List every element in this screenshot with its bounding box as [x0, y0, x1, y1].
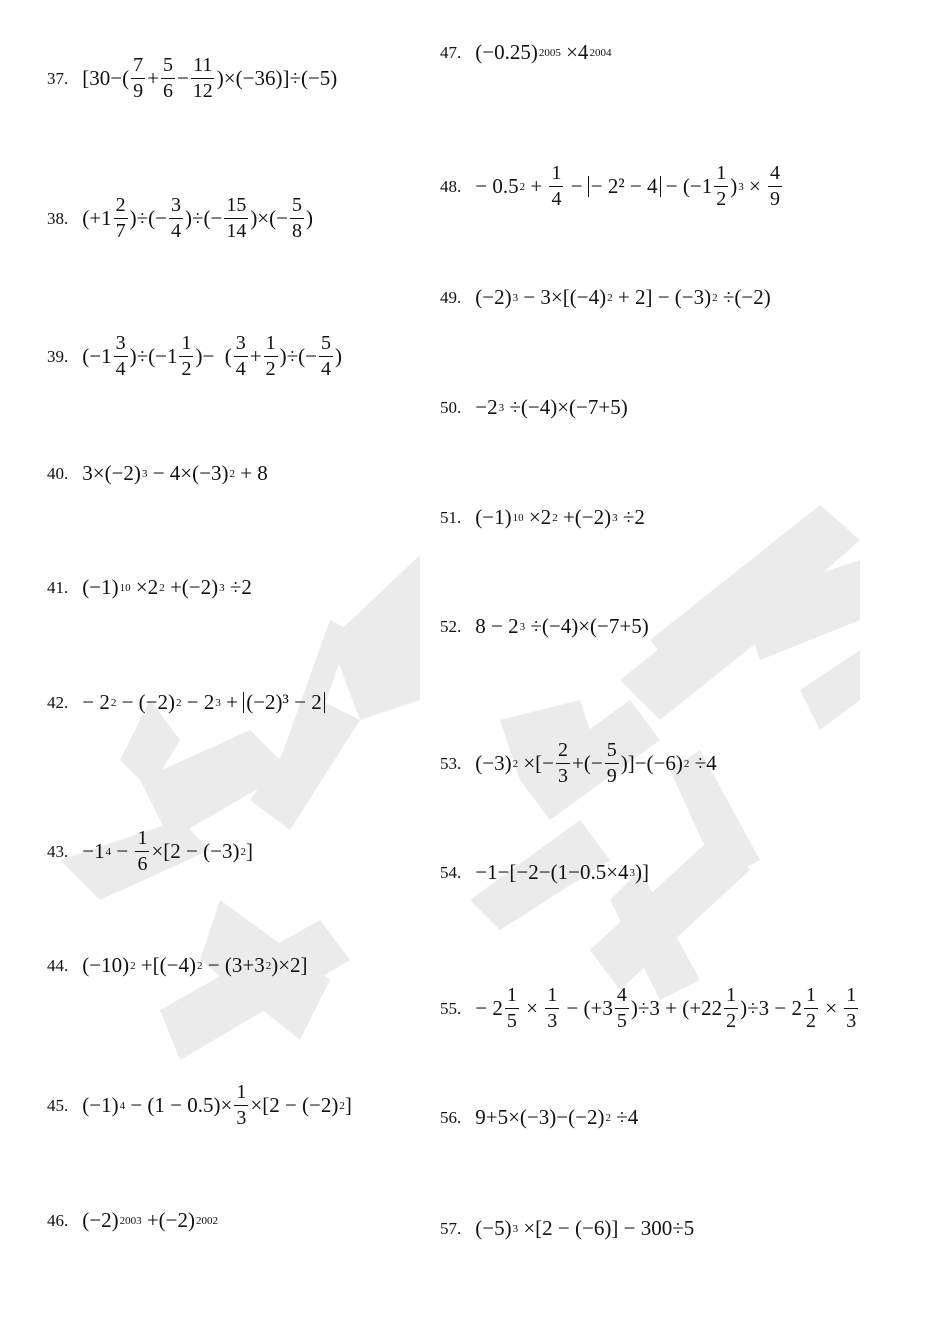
fraction-whole: 3	[602, 996, 613, 1020]
fraction-denominator: 9	[770, 188, 781, 210]
expression-text: )÷(−	[184, 206, 223, 230]
problem-expression: (−1) 10 ×2 2 +(−2) 3 ÷2	[475, 505, 645, 529]
fraction-numerator: 1	[234, 1082, 248, 1106]
fraction-numerator: 5	[605, 740, 619, 764]
expression-text: )×(−	[250, 206, 288, 230]
problem-expression: − 2 2 − (−2) 2 − 2 3 + (−2)³ − 2	[82, 692, 324, 713]
problem-item	[47, 577, 252, 598]
expression-text: +	[147, 66, 159, 90]
expression-text: ]	[245, 839, 253, 863]
expression-text: +(−	[572, 751, 603, 775]
fraction-numerator: 1	[804, 985, 818, 1009]
expression-text: − (1 − 0.5)×	[125, 1093, 233, 1117]
problem-number: 44.	[47, 956, 69, 975]
fraction-denominator: 9	[133, 80, 144, 102]
fraction-numerator: 1	[724, 985, 738, 1009]
problem-item	[440, 42, 611, 63]
fraction-denominator: 2	[726, 1010, 737, 1032]
fraction-numerator: 3	[169, 195, 183, 219]
fraction-numerator: 3	[234, 333, 248, 357]
expression-text: −1	[82, 839, 105, 863]
problem-number: 53.	[440, 754, 462, 773]
expression-text: (−0.25)	[475, 40, 538, 64]
expression-text: ÷(−2)	[717, 285, 771, 309]
problem-expression: − 0.5 2 + $\frac{1}{4}$ − − 2² − 4 − (− 1 $\frac{1}{2}$ ) 3 × $\frac{4}{9}$	[475, 163, 784, 210]
expression-text: )]−(−6)	[620, 751, 683, 775]
expression-text: ÷2	[224, 575, 252, 599]
fraction-numerator: 1	[135, 828, 149, 852]
problem-item	[47, 1210, 218, 1231]
problem-number: 42.	[47, 693, 69, 712]
expression-text: ×4	[560, 40, 589, 64]
expression-text: )÷(−	[129, 206, 167, 230]
fraction	[766, 163, 784, 210]
fraction-denominator: 2	[181, 358, 192, 380]
problem-expression	[82, 55, 337, 102]
expression-text: (−3)	[475, 751, 512, 775]
fraction-denominator: 3	[846, 1010, 857, 1032]
expression-text: +(−2)	[141, 1208, 196, 1232]
problem-number: 55.	[440, 999, 462, 1018]
problem-item	[47, 333, 342, 380]
problem-expression: (−2) 2003 +(−2) 2002	[82, 1208, 219, 1232]
expression-text: − (−2)	[116, 690, 176, 714]
fraction	[317, 333, 335, 380]
problem-expression: (−1) 4 − (1 − 0.5)× $\frac{1}{3}$ ×[2 − (−2) 2 ]	[82, 1081, 352, 1129]
expression-text: (−2)	[475, 285, 512, 309]
problem-item	[47, 463, 268, 484]
expression-text: ÷2	[617, 505, 645, 529]
fraction-denominator: 5	[616, 1010, 627, 1032]
fraction-numerator: 3	[114, 333, 128, 357]
expression-text: + 2] − (−3)	[612, 285, 712, 309]
fraction-numerator: 4	[615, 985, 629, 1009]
fraction-whole: 1	[166, 344, 178, 368]
fraction-numerator: 1	[179, 333, 193, 357]
expression-text: [30	[82, 66, 111, 90]
expression-text: (+	[82, 206, 102, 230]
problem-number: 45.	[47, 1096, 69, 1115]
expression-text: 9+5×(−3)−(−2)	[475, 1105, 605, 1129]
problem-item	[440, 287, 771, 308]
expression-text: −(	[110, 66, 130, 90]
expression-text: )÷(−	[279, 344, 317, 368]
absolute-value: (−2)³ − 2	[243, 692, 324, 713]
problem-number: 51.	[440, 508, 462, 527]
problem-item	[47, 828, 253, 875]
expression-text: − (+	[561, 996, 603, 1020]
expression-text: +	[220, 690, 244, 714]
expression-text: )− (	[195, 344, 232, 368]
problem-number: 47.	[440, 43, 462, 62]
fraction	[167, 195, 185, 242]
problem-number: 46.	[47, 1211, 69, 1230]
fraction-numerator: 2	[556, 740, 570, 764]
problem-number: 54.	[440, 863, 462, 882]
fraction	[547, 163, 565, 210]
fraction-numerator: 5	[319, 333, 333, 357]
problem-expression: 8 − 2 3 ÷(−4)×(−7+5)	[475, 614, 649, 638]
expression-text: ×[−	[518, 751, 555, 775]
absolute-value: − 2² − 4	[588, 176, 661, 197]
expression-text: ×[2 − (−2)	[250, 1093, 339, 1117]
fraction-whole: 1	[101, 206, 112, 230]
fraction-numerator: 1	[264, 333, 278, 357]
expression-text: ×	[819, 996, 843, 1020]
expression-text: − 2	[82, 690, 110, 714]
expression-text: −1−[−2−(1−0.5×4	[475, 860, 629, 884]
expression-text: )÷3 + (+	[630, 996, 702, 1020]
fraction-numerator: 1	[844, 985, 858, 1009]
problem-number: 38.	[47, 209, 69, 228]
expression-text: )×2]	[271, 953, 308, 977]
fraction-denominator: 14	[226, 220, 247, 242]
expression-text: + 8	[234, 461, 268, 485]
fraction	[842, 985, 860, 1032]
expression-text: (−	[82, 344, 102, 368]
problem-item	[47, 955, 308, 976]
problem-item	[440, 163, 784, 210]
problem-expression	[475, 985, 860, 1032]
problem-expression: 3×(−2) 3 − 4×(−3) 2 + 8	[82, 461, 268, 485]
fraction	[133, 828, 151, 875]
expression-text: ]	[344, 1093, 352, 1117]
expression-text: ÷(−4)×(−7+5)	[504, 395, 628, 419]
expression-text: ÷(−4)×(−7+5)	[525, 614, 649, 638]
problem-expression: (−2) 3 − 3×[(−4) 2 + 2] − (−3) 2 ÷(−2)	[475, 285, 771, 309]
problem-number: 49.	[440, 288, 462, 307]
expression-text: )	[306, 206, 313, 230]
expression-text: −	[565, 174, 588, 198]
fraction-denominator: 12	[192, 80, 213, 102]
problem-item	[440, 1218, 694, 1239]
fraction	[232, 333, 250, 380]
fraction	[189, 55, 217, 102]
problem-number: 40.	[47, 464, 69, 483]
expression-text: ×[2 − (−6)] − 300÷5	[518, 1216, 695, 1240]
problem-number: 39.	[47, 347, 69, 366]
expression-text: +	[249, 344, 262, 368]
expression-text: +(−2)	[557, 505, 612, 529]
fraction-denominator: 2	[805, 1010, 816, 1032]
expression-text: −	[176, 66, 189, 90]
fraction	[791, 985, 820, 1032]
fraction-whole: 1	[101, 344, 112, 368]
problem-expression: (−0.25) 2005 ×4 2004	[475, 40, 612, 64]
problem-expression: −2 3 ÷(−4)×(−7+5)	[475, 395, 628, 419]
expression-text: − 0.5	[475, 174, 519, 198]
fraction-denominator: 4	[170, 220, 181, 242]
expression-text: ×	[520, 996, 544, 1020]
fraction-numerator: 7	[131, 55, 145, 79]
fraction-whole: 2	[492, 996, 503, 1020]
problem-number: 50.	[440, 398, 462, 417]
fraction-numerator: 5	[161, 55, 175, 79]
expression-text: +(−2)	[164, 575, 219, 599]
expression-text: +	[525, 174, 548, 198]
problem-expression: −1 4 − $\frac{1}{6}$ ×[2 − (−3) 2 ]	[82, 827, 253, 875]
problem-item	[47, 195, 313, 242]
expression-text: 3×(−2)	[82, 461, 141, 485]
expression-text: − (3+3	[202, 953, 265, 977]
expression-text: ×2	[523, 505, 552, 529]
fraction-denominator: 3	[558, 765, 569, 787]
fraction	[232, 1082, 250, 1129]
problem-item	[47, 1082, 352, 1129]
fraction	[288, 195, 306, 242]
expression-text: +[(−4)	[135, 953, 197, 977]
expression-text: ÷4	[689, 751, 717, 775]
problem-item	[440, 985, 860, 1032]
expression-text: (−1)	[82, 1093, 119, 1117]
fraction-denominator: 4	[321, 358, 331, 380]
problem-number: 48.	[440, 177, 462, 196]
problem-number: 41.	[47, 578, 69, 597]
expression-text: )	[335, 344, 342, 368]
fraction-numerator: 5	[290, 195, 304, 219]
problem-number: 56.	[440, 1108, 462, 1127]
problem-number: 43.	[47, 842, 69, 861]
fraction	[701, 985, 740, 1032]
fraction-numerator: 4	[768, 163, 782, 187]
fraction-numerator: 1	[505, 985, 519, 1009]
fraction-numerator: 1	[549, 163, 563, 187]
expression-text: −2	[475, 395, 498, 419]
expression-text: )×(−36)]÷(−5)	[216, 66, 338, 90]
expression-text: (−1)	[82, 575, 119, 599]
problem-item	[440, 740, 717, 787]
fraction	[702, 163, 731, 210]
problem-expression: (−5) 3 ×[2 − (−6)] − 300÷5	[475, 1216, 695, 1240]
expression-text: (−1)	[475, 505, 512, 529]
expression-text: − (−	[660, 174, 702, 198]
expression-text: ÷4	[610, 1105, 639, 1129]
expression-text: − 4×(−3)	[147, 461, 229, 485]
problem-item	[47, 692, 325, 713]
fraction-numerator: 2	[114, 195, 128, 219]
fraction-whole: 22	[701, 996, 723, 1020]
expression-text: )÷(−	[129, 344, 167, 368]
fraction-denominator: 3	[236, 1107, 247, 1129]
fraction	[101, 195, 130, 242]
problem-expression	[82, 333, 342, 380]
problem-expression: (−1) 10 ×2 2 +(−2) 3 ÷2	[82, 575, 252, 599]
expression-text: (−10)	[82, 953, 130, 977]
problem-number: 57.	[440, 1219, 462, 1238]
problem-number: 52.	[440, 617, 462, 636]
fraction-denominator: 2	[716, 188, 727, 210]
problem-item	[440, 507, 645, 528]
expression-text: − 2	[181, 690, 215, 714]
expression-text: −	[111, 839, 134, 863]
fraction	[603, 740, 621, 787]
expression-text: ×2	[130, 575, 159, 599]
fraction-numerator: 1	[714, 163, 728, 187]
fraction-whole: 2	[791, 996, 802, 1020]
fraction-numerator: 1	[545, 985, 559, 1009]
fraction-denominator: 4	[551, 188, 562, 210]
fraction-numerator: 11	[191, 55, 214, 79]
fraction	[159, 55, 177, 102]
fraction-denominator: 7	[115, 220, 126, 242]
fraction-denominator: 8	[292, 220, 302, 242]
expression-text: ×[2 − (−3)	[151, 839, 240, 863]
fraction	[129, 55, 147, 102]
expression-text: )÷3 −	[740, 996, 792, 1020]
fraction-denominator: 3	[547, 1010, 558, 1032]
expression-text: −	[475, 996, 493, 1020]
fraction-denominator: 4	[115, 358, 126, 380]
problem-number: 37.	[47, 69, 69, 88]
fraction-numerator: 15	[224, 195, 248, 219]
fraction	[543, 985, 561, 1032]
expression-text: )	[730, 174, 738, 198]
problem-item	[440, 1107, 638, 1128]
fraction-denominator: 6	[137, 853, 148, 875]
expression-text: (−5)	[475, 1216, 512, 1240]
fraction	[492, 985, 521, 1032]
fraction	[554, 740, 572, 787]
expression-text: 8 − 2	[475, 614, 519, 638]
fraction-whole: 1	[701, 174, 713, 198]
fraction-denominator: 2	[265, 358, 276, 380]
fraction-denominator: 9	[606, 765, 617, 787]
fraction	[167, 333, 196, 380]
problem-item	[440, 862, 649, 883]
fraction-denominator: 4	[235, 358, 246, 380]
expression-text: ×	[743, 174, 767, 198]
problem-expression: 9+5×(−3)−(−2) 2 ÷4	[475, 1105, 639, 1129]
problem-item	[440, 397, 628, 418]
fraction	[602, 985, 631, 1032]
fraction	[222, 195, 250, 242]
fraction	[101, 333, 130, 380]
problem-item	[440, 616, 649, 637]
fraction-denominator: 6	[162, 80, 173, 102]
expression-text: − 3×[(−4)	[518, 285, 607, 309]
problem-item	[47, 55, 337, 102]
fraction-denominator: 5	[506, 1010, 517, 1032]
problem-expression: (−10) 2 +[(−4) 2 − (3+3 2 )×2]	[82, 953, 308, 977]
fraction	[262, 333, 280, 380]
problem-expression	[82, 195, 313, 242]
problem-expression: −1−[−2−(1−0.5×4 3 )]	[475, 860, 650, 884]
expression-text: )]	[635, 860, 650, 884]
expression-text: (−2)	[82, 1208, 119, 1232]
problem-expression: (−3) 2 ×[− $\frac{2}{3}$ +(− $\frac{5}{9}$ )]−(−6) 2 ÷4	[475, 739, 717, 787]
